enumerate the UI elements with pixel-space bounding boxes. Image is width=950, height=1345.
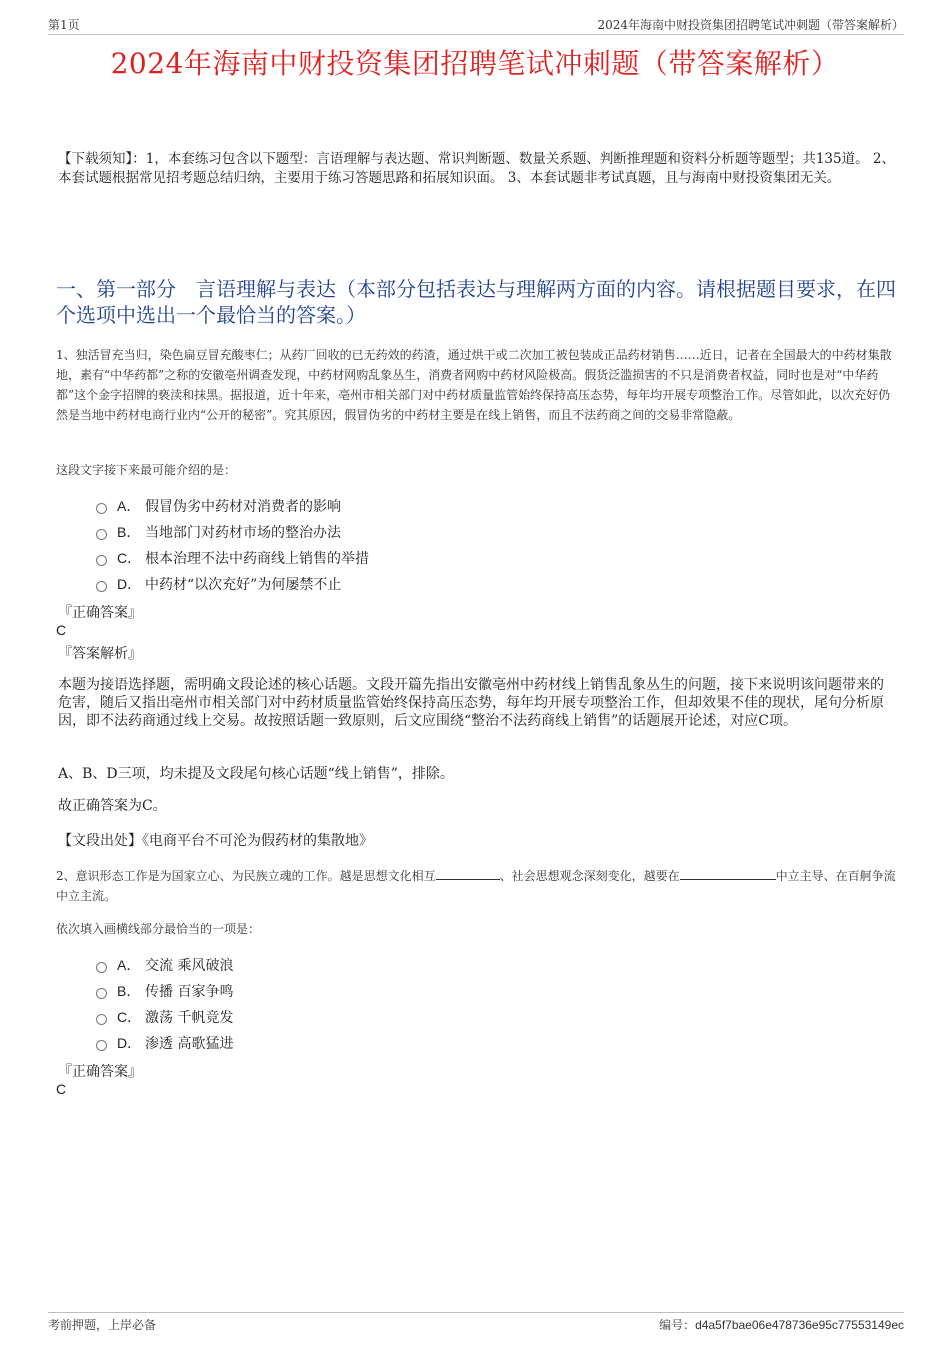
- question-1-options: [96, 493, 696, 597]
- question-2-text-part: 中立主导、在百舸争流中立主流。: [56, 869, 896, 903]
- analysis-paragraph: A、B、D三项，均未提及文段尾句核心话题“线上销售”，排除。: [58, 766, 454, 782]
- option-letter: D．: [117, 576, 142, 592]
- analysis-paragraph: 故正确答案为C。: [58, 798, 167, 814]
- question-2-prompt: 依次填入画横线部分最恰当的一项是：: [56, 922, 261, 936]
- footer-code-value: d4a5f7bae06e478736e95c77553149ec: [695, 1318, 904, 1332]
- radio-icon[interactable]: [96, 1014, 107, 1025]
- option-letter: C．: [117, 1009, 142, 1025]
- radio-icon[interactable]: [96, 988, 107, 999]
- source-note: 【文段出处】《电商平台不可沦为假药材的集散地》: [58, 833, 373, 849]
- option-letter: D．: [117, 1035, 142, 1051]
- option-text: 根本治理不法中药商线上销售的举措: [145, 551, 369, 567]
- option-text: 交流 乘风破浪: [145, 958, 234, 974]
- option-b[interactable]: [96, 978, 696, 1004]
- fill-blank-2: [680, 867, 776, 880]
- option-text: 渗透 高歌猛进: [145, 1036, 234, 1052]
- radio-icon[interactable]: [96, 1040, 107, 1051]
- radio-icon[interactable]: [96, 581, 107, 592]
- page-number: 第1页: [48, 18, 80, 32]
- option-d[interactable]: [96, 1030, 696, 1056]
- option-letter: B．: [117, 524, 141, 540]
- footer-slogan: 考前押题，上岸必备: [48, 1318, 157, 1332]
- analysis-label: 『答案解析』: [58, 646, 142, 662]
- page-footer: [48, 1312, 904, 1335]
- question-2-text: [56, 866, 902, 906]
- fill-blank-1: [436, 867, 500, 880]
- option-c[interactable]: [96, 545, 696, 571]
- option-a[interactable]: [96, 493, 696, 519]
- question-2-options: [96, 952, 696, 1056]
- answer-label: 『正确答案』: [58, 1064, 142, 1080]
- question-1-text: 1、独活冒充当归，染色扁豆冒充酸枣仁；从药厂回收的已无药效的药渣，通过烘干或二次加工被包装成正品药材销售……近日，记者在全国最大的中药材集散地，素有“中华药都”之称的安徽亳州调查发现，中药材网购乱象丛生，消费者网购中药材风险极高。假货泛滥损害的不只是消费者权益，同时也是对“中华药都”这个金字招牌的亵渎和抹黑。据报道，近十年来，亳州市相关部门对中药材质量监管始终保持高压态势，每年均开展专项整治工作。尽管如此，以次充好仍然是当地中药材电商行业内“公开的秘密”。究其原因，假冒伪劣的中药材主要是在线上销售，而且不法药商之间的交易非常隐蔽。: [56, 348, 892, 422]
- option-a[interactable]: [96, 952, 696, 978]
- option-letter: B．: [117, 983, 141, 999]
- question-2-text-part: 2、意识形态工作是为国家立心、为民族立魂的工作。越是思想文化相互: [56, 869, 436, 883]
- option-text: 当地部门对药材市场的整治办法: [145, 525, 341, 541]
- option-text: 假冒伪劣中药材对消费者的影响: [145, 499, 341, 515]
- option-c[interactable]: [96, 1004, 696, 1030]
- radio-icon[interactable]: [96, 503, 107, 514]
- option-text: 传播 百家争鸣: [145, 984, 234, 1000]
- option-text: 中药材“以次充好”为何屡禁不止: [145, 577, 342, 593]
- option-d[interactable]: [96, 571, 696, 597]
- radio-icon[interactable]: [96, 962, 107, 973]
- radio-icon[interactable]: [96, 555, 107, 566]
- question-2-text-part: 、社会思想观念深刻变化，越要在: [499, 869, 680, 883]
- page-header: [48, 14, 904, 35]
- analysis-paragraph: 本题为接语选择题，需明确文段论述的核心话题。文段开篇先指出安徽亳州中药材线上销售乱象丛生的问题，接下来说明该问题带来的危害，随后又指出亳州市相关部门对中药材质量监管始终保持高压态势，每年均开展专项整治工作，但却效果不佳的现状，尾句分析原因，即不法药商通过线上交易。故按照话题一致原则，后文应围绕“整治不法药商线上销售”的话题展开论述，对应C项。: [58, 677, 884, 729]
- footer-code-label: 编号：: [659, 1318, 696, 1332]
- section-heading: 一、第一部分 言语理解与表达（本部分包括表达与理解两方面的内容。请根据题目要求，在四个选项中选出一个最恰当的答案。）: [56, 277, 896, 327]
- option-letter: C．: [117, 550, 142, 566]
- option-text: 激荡 千帆竞发: [145, 1010, 234, 1026]
- radio-icon[interactable]: [96, 529, 107, 540]
- download-notice: 【下载须知】：1，本套练习包含以下题型：言语理解与表达题、常识判断题、数量关系题、判断推理题和资料分析题等题型；共135道。 2、本套试题根据常见招考题总结归纳，主要用于练习答题思路和拓展知识面。 3、本套试题非考试真题，且与海南中财投资集团无关。: [58, 151, 895, 186]
- header-doc-title: 2024年海南中财投资集团招聘笔试冲刺题（带答案解析）: [597, 18, 904, 32]
- answer-label: 『正确答案』: [58, 605, 142, 621]
- option-letter: A．: [117, 957, 141, 973]
- answer-value: C: [56, 1081, 67, 1097]
- footer-code: [659, 1316, 904, 1333]
- document-title: 2024年海南中财投资集团招聘笔试冲刺题（带答案解析）: [110, 47, 840, 80]
- option-b[interactable]: [96, 519, 696, 545]
- option-letter: A．: [117, 498, 141, 514]
- question-1-prompt: 这段文字接下来最可能介绍的是：: [56, 463, 237, 477]
- answer-value: C: [56, 622, 67, 638]
